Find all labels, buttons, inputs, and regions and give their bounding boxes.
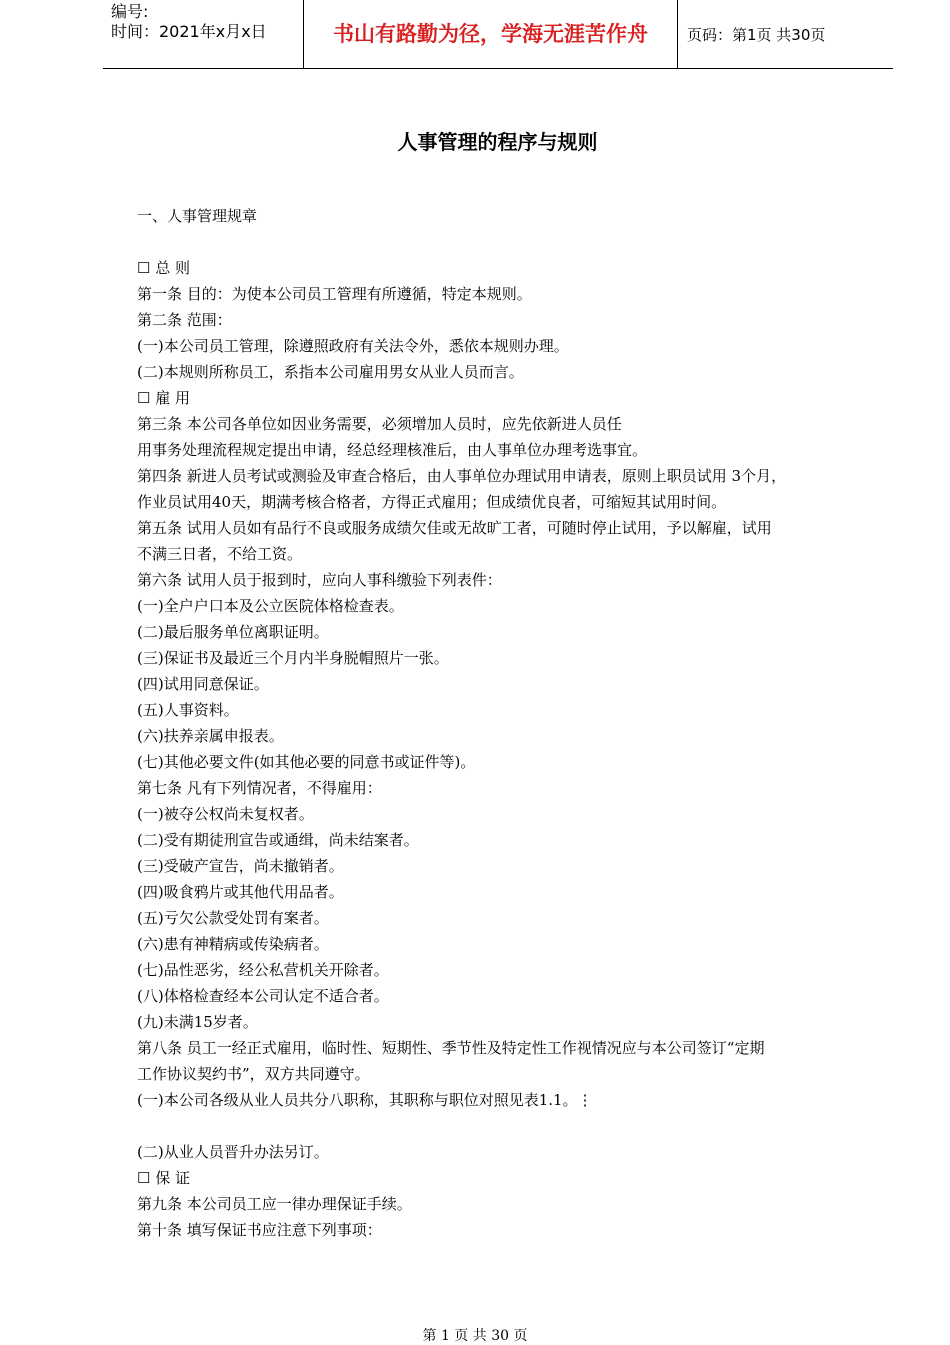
text-line <box>137 1113 877 1139</box>
text-line: 作业员试用40天，期满考核合格者，方得正式雇用；但成绩优良者，可缩短其试用时间。 <box>137 493 727 511</box>
header-motto: 书山有路勤为径，学海无涯苦作舟 <box>333 22 648 46</box>
text-line: 第一条 目的：为使本公司员工管理有所遵循，特定本规则。 <box>137 285 532 303</box>
text-line: (五)人事资料。 <box>137 701 239 719</box>
text-line: 不满三日者，不给工资。 <box>137 545 303 563</box>
text-line: 第九条 本公司员工应一律办理保证手续。 <box>137 1195 412 1213</box>
text-line: (二)受有期徒刑宣告或通缉，尚未结案者。 <box>137 831 419 849</box>
text-line: (七)其他必要文件(如其他必要的同意书或证件等)。 <box>137 753 476 771</box>
document-body <box>137 255 877 1243</box>
page-footer: 第 1 页 共 30 页 <box>422 1328 528 1344</box>
text-line: (三)保证书及最近三个月内半身脱帽照片一张。 <box>137 649 449 667</box>
text-line: (二)本规则所称员工，系指本公司雇用男女从业人员而言。 <box>137 363 524 381</box>
text-line: (六)扶养亲属申报表。 <box>137 727 284 745</box>
document-title: 人事管理的程序与规则 <box>397 130 598 154</box>
text-line: (九)未满15岁者。 <box>137 1013 258 1031</box>
text-line: 第六条 试用人员于报到时，应向人事科缴验下列表件： <box>137 571 502 589</box>
text-line: ☐ 保 证 <box>137 1169 190 1187</box>
text-line: (一)本公司员工管理，除遵照政府有关法令外，悉依本规则办理。 <box>137 337 569 355</box>
section-title: 一、人事管理规章 <box>137 207 258 225</box>
text-line: (一)全户户口本及公立医院体格检查表。 <box>137 597 404 615</box>
text-line: (二)最后服务单位离职证明。 <box>137 623 329 641</box>
text-line: 第二条 范围： <box>137 311 232 329</box>
text-line: (四)试用同意保证。 <box>137 675 269 693</box>
header-meta <box>111 2 301 42</box>
text-line: (四)吸食鸦片或其他代用品者。 <box>137 883 344 901</box>
text-line: 第四条 新进人员考试或测验及审查合格后，由人事单位办理试用申请表，原则上职员试用 3个月， <box>137 467 787 485</box>
time-label: 时间：2021年x月x日 <box>111 22 267 41</box>
text-line: (一)被夺公权尚未复权者。 <box>137 805 314 823</box>
text-line: (二)从业人员晋升办法另订。 <box>137 1143 329 1161</box>
text-line: 第七条 凡有下列情况者，不得雇用： <box>137 779 382 797</box>
text-line: 第十条 填写保证书应注意下列事项： <box>137 1221 382 1239</box>
header-page-info: 页码：第1页 共30页 <box>687 26 826 44</box>
text-line: (一)本公司各级从业人员共分八职称，其职称与职位对照见表1.1。⋮ <box>137 1091 593 1109</box>
text-line: ☐ 雇 用 <box>137 389 190 407</box>
text-line: (六)患有神精病或传染病者。 <box>137 935 329 953</box>
text-line: (五)亏欠公款受处罚有案者。 <box>137 909 329 927</box>
header-divider <box>677 0 678 68</box>
text-line: (八)体格检查经本公司认定不适合者。 <box>137 987 389 1005</box>
text-line: 第八条 员工一经正式雇用，临时性、短期性、季节性及特定性工作视情况应与本公司签订“定期 <box>137 1039 765 1057</box>
text-line: 用事务处理流程规定提出申请，经总经理核准后，由人事单位办理考选事宜。 <box>137 441 648 459</box>
text-line: ☐ 总 则 <box>137 259 190 277</box>
text-line: 第五条 试用人员如有品行不良或服务成绩欠佳或无故旷工者，可随时停止试用，予以解雇，试用 <box>137 519 772 537</box>
text-line: (七)品性恶劣，经公私营机关开除者。 <box>137 961 389 979</box>
number-label: 编号: <box>111 2 149 21</box>
page-header <box>103 0 893 69</box>
text-line: 工作协议契约书”，双方共同遵守。 <box>137 1065 370 1083</box>
text-line: (三)受破产宣告，尚未撤销者。 <box>137 857 344 875</box>
text-line: 第三条 本公司各单位如因业务需要，必须增加人员时，应先依新进人员任 <box>137 415 622 433</box>
